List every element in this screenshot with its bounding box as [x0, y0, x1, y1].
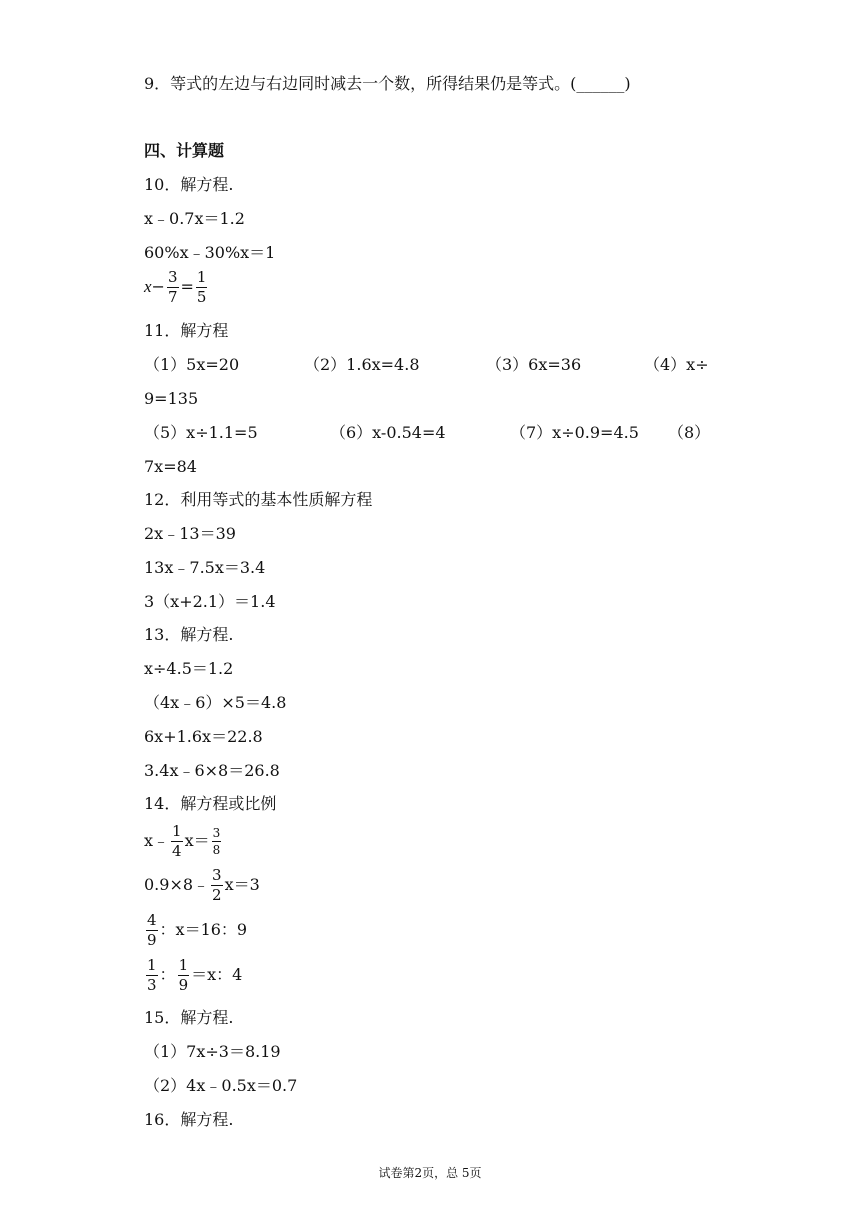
- question-13-title: 13．解方程.: [144, 625, 234, 644]
- q12-equation-1: 2x﹣13＝39: [144, 524, 236, 543]
- page-footer: 试卷第2页，总 5页: [378, 1166, 482, 1180]
- q12-equation-3: 3（x+2.1）＝1.4: [144, 592, 276, 611]
- q12-equation-2: 13x﹣7.5x＝3.4: [144, 558, 266, 577]
- denominator: 5: [196, 288, 207, 306]
- q10-equation-1: x﹣0.7x＝1.2: [144, 209, 245, 228]
- q14-equation-4: [144, 958, 242, 993]
- expression-part: ＝x：4: [191, 965, 243, 984]
- question-11-title: 11．解方程: [144, 321, 229, 340]
- question-12-title: 12．利用等式的基本性质解方程: [144, 490, 373, 509]
- numerator: 1: [178, 956, 189, 974]
- denominator: 8: [212, 843, 221, 857]
- numerator: 1: [172, 822, 182, 840]
- numerator: 1: [147, 956, 157, 974]
- denominator: 2: [212, 886, 222, 904]
- q15-equation-2: （2）4x﹣0.5x＝0.7: [144, 1076, 298, 1095]
- q13-equation-4: 3.4x﹣6×8＝26.8: [144, 761, 280, 780]
- fraction: [171, 824, 183, 859]
- fraction: [146, 913, 158, 948]
- question-14-title: 14．解方程或比例: [144, 794, 277, 813]
- denominator: 9: [147, 931, 157, 949]
- q11-item-7: （7）x÷0.9=4.5: [510, 423, 639, 442]
- equals-sign: =: [180, 277, 194, 296]
- q15-equation-1: （1）7x÷3＝8.19: [144, 1042, 281, 1061]
- q13-equation-3: 6x+1.6x＝22.8: [144, 727, 263, 746]
- q11-item-5: （5）x÷1.1=5: [144, 423, 258, 442]
- fraction: [167, 270, 179, 305]
- variable-x: x: [144, 277, 152, 296]
- q14-equation-1: [144, 824, 223, 859]
- fraction: [196, 270, 208, 305]
- q11-row-2-continued: 7x=84: [144, 457, 197, 476]
- expression-part: ：x＝16：9: [159, 920, 248, 939]
- denominator: 3: [147, 976, 157, 994]
- fraction: [211, 868, 223, 903]
- section-title-calculation: 四、计算题: [144, 141, 225, 160]
- q11-item-3: （3）6x=36: [486, 355, 582, 374]
- expression-part: x﹣: [144, 831, 170, 850]
- question-16-title: 16．解方程.: [144, 1110, 234, 1129]
- numerator: 4: [147, 911, 157, 929]
- expression-part: 0.9×8﹣: [144, 875, 210, 894]
- q10-equation-2: 60%x﹣30%x＝1: [144, 243, 276, 262]
- fraction: [178, 958, 190, 993]
- numerator: 3: [212, 826, 221, 840]
- q13-equation-2: （4x﹣6）×5＝4.8: [144, 693, 287, 712]
- q10-equation-3: [144, 270, 209, 305]
- ratio-colon: ：: [159, 965, 176, 984]
- fraction: [146, 958, 158, 993]
- denominator: 4: [172, 842, 182, 860]
- q11-item-2: （2）1.6x=4.8: [304, 355, 420, 374]
- q11-row-1-continued: 9=135: [144, 389, 199, 408]
- q11-item-4: （4）x÷: [644, 355, 709, 374]
- expression-part: x＝: [184, 831, 210, 850]
- numerator: 3: [167, 268, 178, 286]
- denominator: 7: [167, 288, 178, 306]
- q11-item-6: （6）x-0.54=4: [330, 423, 446, 442]
- minus-sign: −: [151, 277, 165, 296]
- q11-item-8: （8）: [668, 423, 711, 442]
- q14-equation-2: [144, 868, 260, 903]
- numerator: 1: [196, 268, 207, 286]
- question-10-title: 10．解方程.: [144, 175, 234, 194]
- denominator: 9: [178, 976, 189, 994]
- q13-equation-1: x÷4.5＝1.2: [144, 659, 234, 678]
- numerator: 3: [212, 866, 222, 884]
- q11-item-1: （1）5x=20: [144, 355, 240, 374]
- question-9: 9．等式的左边与右边同时减去一个数，所得结果仍是等式。(______): [144, 74, 631, 93]
- expression-part: x＝3: [224, 875, 260, 894]
- question-15-title: 15．解方程.: [144, 1008, 234, 1027]
- q14-equation-3: [144, 913, 247, 948]
- fraction: [212, 827, 222, 856]
